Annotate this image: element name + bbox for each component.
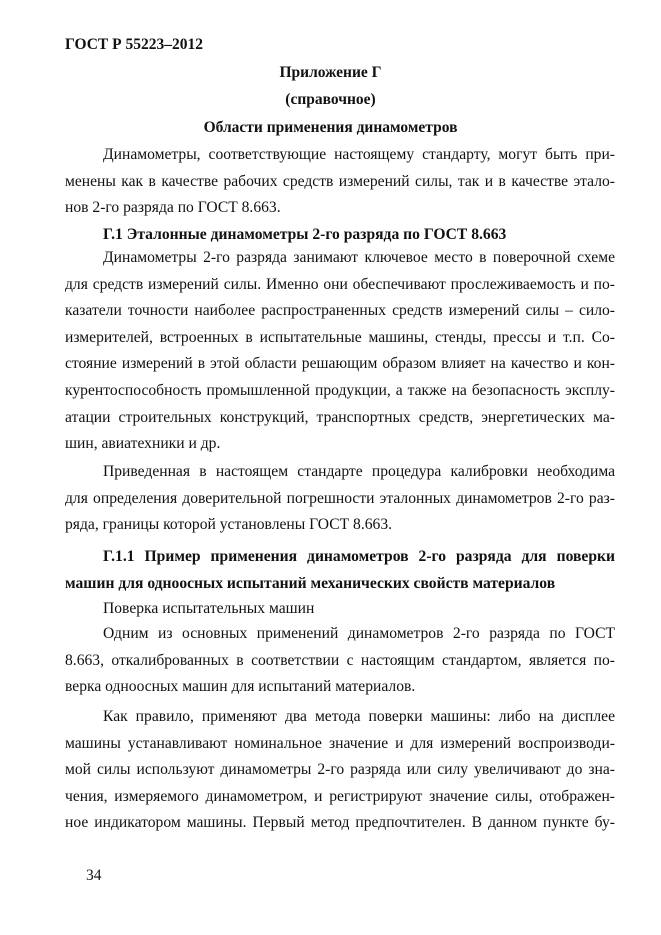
text-line: стояние измерений в этой области решающим образом влияет на качество и кон- bbox=[65, 355, 615, 373]
text-line: измерителей, встроенных в испытательные машины, стенды, прессы и т.п. Со- bbox=[65, 328, 615, 346]
text-line: машины устанавливают номинальное значение и для измерений воспроизводи- bbox=[65, 734, 615, 752]
page-number: 34 bbox=[86, 867, 102, 884]
heading-line: машин для одноосных испытаний механических свойств материалов bbox=[65, 574, 556, 592]
text-line: нов 2-го разряда по ГОСТ 8.663. bbox=[65, 199, 281, 217]
appendix-title: Приложение Г bbox=[279, 64, 382, 81]
text-line: для определения доверительной погрешности эталонных динамометров 2-го раз- bbox=[65, 489, 615, 507]
appendix-heading: Области применения динамометров bbox=[203, 119, 458, 136]
text-line: атации строительных конструкций, транспортных средств, энергетических ма- bbox=[65, 408, 615, 426]
text-line: Динамометры, соответствующие настоящему стандарту, могут быть при- bbox=[103, 146, 615, 163]
section-g1-paragraph-2 bbox=[65, 459, 615, 539]
section-g11-heading bbox=[65, 544, 615, 597]
text-line: Приведенная в настоящем стандарте процедура калибровки необходима bbox=[103, 463, 615, 480]
text-line: ное индикатором машины. Первый метод предпочтителен. В данном пункте бу- bbox=[65, 814, 615, 832]
section-g11-paragraph-1 bbox=[65, 621, 615, 701]
document-code: ГОСТ Р 55223–2012 bbox=[65, 36, 203, 53]
text-line: 8.663, откалиброванных в соответствии с настоящим стандартом, является по- bbox=[65, 651, 615, 669]
text-line: казатели точности наиболее распространенных средств измерений силы – сило- bbox=[65, 302, 615, 320]
text-line: менены как в качестве рабочих средств измерений силы, так и в качестве этало- bbox=[65, 172, 615, 190]
text-line: для средств измерений силы. Именно они обеспечивают прослеживаемость и по- bbox=[65, 275, 615, 293]
section-g1-paragraph-1 bbox=[65, 245, 615, 458]
appendix-kind: (справочное) bbox=[285, 91, 376, 108]
section-g1-heading: Г.1 Эталонные динамометры 2-го разряда по ГОСТ 8.663 bbox=[103, 226, 507, 243]
text-line: чения, измеряемого динамометром, и регистрируют значение силы, отображен- bbox=[65, 787, 615, 805]
text-line: Одним из основных применений динамометров 2-го разряда по ГОСТ bbox=[103, 625, 615, 642]
text-line: шин, авиатехники и др. bbox=[65, 435, 221, 453]
heading-line: Г.1.1 Пример применения динамометров 2-го разряда для поверки bbox=[103, 548, 615, 565]
text-line: мой силы используют динамометры 2-го разряда или силу увеличивают до зна- bbox=[65, 761, 615, 779]
intro-paragraph bbox=[65, 142, 615, 222]
text-line: курентоспособность промышленной продукции, а также на безопасность эксплу- bbox=[65, 381, 615, 399]
text-line: Динамометры 2-го разряда занимают ключевое место в поверочной схеме bbox=[103, 249, 615, 266]
section-g11-subheading: Поверка испытательных машин bbox=[103, 600, 315, 617]
section-g11-paragraph-2 bbox=[65, 704, 615, 837]
text-line: ряда, границы которой установлены ГОСТ 8.663. bbox=[65, 516, 393, 534]
text-line: верка одноосных машин для испытаний материалов. bbox=[65, 678, 416, 696]
text-line: Как правило, применяют два метода поверки машины: либо на дисплее bbox=[103, 708, 615, 725]
